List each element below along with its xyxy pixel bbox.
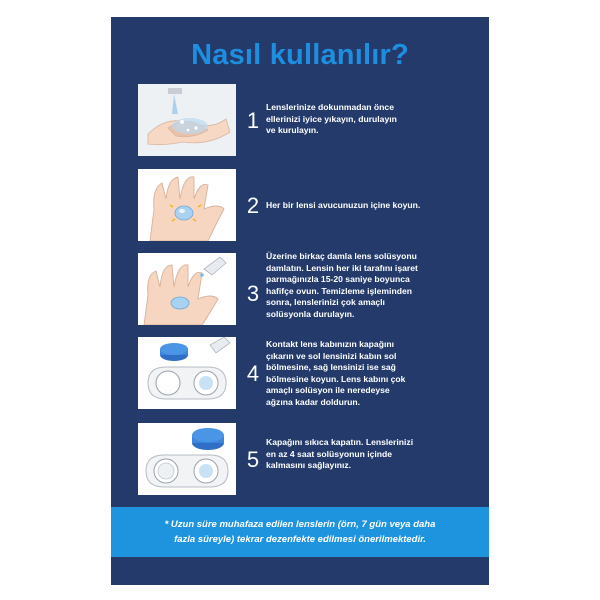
filling-lens-case-illustration	[138, 337, 236, 409]
step-number: 4	[246, 361, 260, 386]
step-text: Lenslerinize dokunmadan önce ellerinizi iyice yıkayın, durulayın ve kurulayın.	[266, 102, 397, 136]
step-text: Her bir lensi avucunuzun içine koyun.	[266, 200, 421, 210]
lens-in-palm-illustration	[138, 169, 236, 241]
step-number: 3	[246, 281, 260, 306]
hand-washing-illustration	[138, 84, 236, 156]
step-number: 5	[246, 447, 260, 472]
instructions-panel	[111, 17, 489, 585]
step-number: 1	[246, 108, 260, 133]
step-text: Kontakt lens kabınızın kapağını çıkarın ve sol lensinizi kabın sol bölmesine, sağ lensinizi ise sağ bölmesine koyun. Lens kabını çok amaçlı solüsyon ile neredeyse ağzına kadar doldurun.	[266, 339, 406, 407]
rubbing-lens-illustration	[138, 253, 236, 325]
page-title: Nasıl kullanılır?	[191, 39, 409, 71]
step-number: 2	[246, 193, 260, 218]
step-text: Üzerine birkaç damla lens solüsyonu damlatın. Lensin her iki tarafını işaret parmağınızla 15-20 saniye boyunca hafifçe ovun. Temizleme işleminden sonra, lenslerinizi çok amaçlı solüsyonla durulayın.	[266, 251, 418, 319]
step-text: Kapağını sıkıca kapatın. Lenslerinizi en az 4 saat solüsyonun içinde kalmasını sağlayınız.	[266, 437, 414, 471]
closed-lens-case-illustration	[138, 423, 236, 495]
footnote-text: * Uzun süre muhafaza edilen lenslerin (örn, 7 gün veya daha fazla süreyle) tekrar dezenfekte edilmesi önerilmektedir.	[164, 519, 436, 545]
footnote-banner	[111, 507, 489, 557]
